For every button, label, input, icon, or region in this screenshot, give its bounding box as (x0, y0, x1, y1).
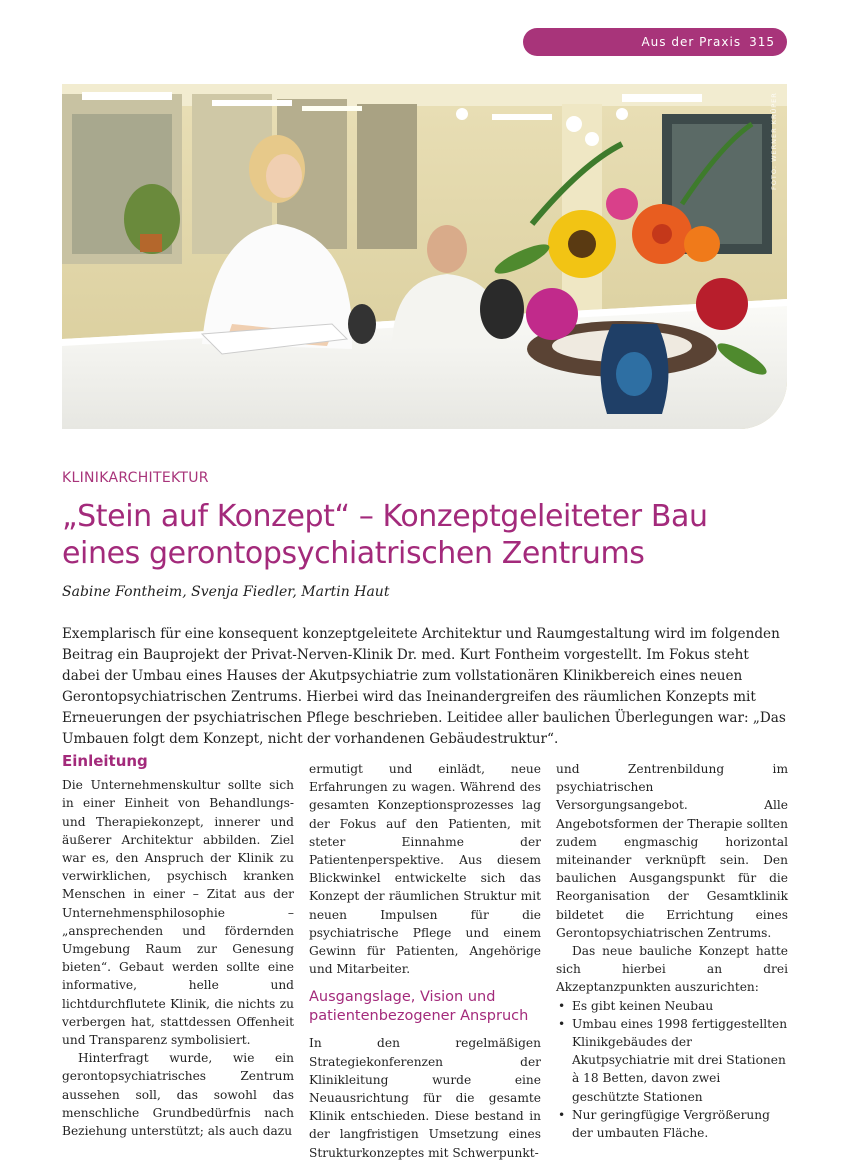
article-rubric: KLINIKARCHITEKTUR (62, 470, 209, 486)
article-title (62, 498, 792, 572)
bullet-list (556, 997, 788, 1143)
running-header (523, 28, 787, 56)
column-2 (309, 760, 541, 1162)
paragraph: ermutigt und einlädt, neue Erfahrungen zu wagen. Während des gesamten Konzeptionsprozesses lag der Fokus auf den Patienten, mit steter Einnahme der Patientenperspektive. Aus diesem Blickwinkel entwickelte sich das Konzept der räumlichen Struktur mit neuen Impulsen für die psychiatrische Pflege und einem Gewinn für Patienten, Angehörige und Mitarbeiter. (309, 762, 541, 977)
title-line-1: „Stein auf Konzept“ – Konzeptgeleiteter Bau (62, 499, 708, 534)
article-abstract: Exemplarisch für eine konsequent konzeptgeleitete Architektur und Raumgestaltung wird im folgenden Beitrag ein Bauprojekt der Privat-Nerven-Klinik Dr. med. Kurt Fontheim vorgestellt. Im Fokus steht dabei der Umbau eines Hauses der Akutpsychiatrie zum vollstationären Klinikbereich eines neuen Gerontopsychiatrischen Zentrums. Hierbei wird das Ineinandergreifen des räumlichen Konzepts mit Erneuerungen der psychiatrischen Pflege beschrieben. Leitidee aller baulichen Überlegungen war: „Das Umbauen folgt dem Konzept, nicht der vorhandenen Gebäudestruktur“. (62, 626, 786, 747)
page-number: 315 (749, 35, 775, 49)
column-3 (556, 760, 788, 1142)
photo-credit (764, 90, 784, 190)
paragraph: und Zentrenbildung im psychiatrischen Versorgungsangebot. Alle Angebotsformen der Therapie sollten zudem engmaschig horizontal miteinander verknüpft sein. Den baulichen Ausgangspunkt für die Reorganisation der Gesamtklinik bildetet die Errichtung eines Gerontopsychiatrischen Zentrums. (556, 762, 788, 940)
section-heading-einleitung: Einleitung (62, 752, 148, 770)
paragraph: Hinterfragt wurde, wie ein gerontopsychiatrisches Zentrum aussehen soll, das sowohl das menschliche Grundbedürfnis nach Beziehung unterstützt; als auch dazu (62, 1051, 294, 1139)
photo-credit-text: FOTO: WERNER KRÜPER (770, 92, 778, 190)
article-photo (62, 84, 787, 429)
paragraph: Das neue bauliche Konzept hatte sich hierbei an drei Akzeptanzpunkten auszurichten: (556, 944, 788, 995)
section-heading-ausgangslage: Ausgangslage, Vision und patientenbezogener Anspruch (309, 989, 529, 1025)
paragraph: Die Unternehmenskultur sollte sich in einer Einheit von Behandlungs- und Therapiekonzept, innerer und äußerer Architektur abbilden. Ziel war es, den Anspruch der Klinik zu verwirklichen, psychisch kranken Menschen in einer – Zitat aus der Unternehmensphilosophie – „ansprechenden und fördernden Umgebung Raum zur Genesung bieten“. Gebaut werden sollte eine informative, helle und lichtdurchflutete Klinik, die nichts zu verbergen hat, stattdessen Offenheit und Transparenz symbolisiert. (62, 778, 294, 1048)
list-item: • Nur geringfügige Vergrößerung der umbauten Fläche. (556, 1106, 788, 1142)
column-1 (62, 752, 294, 1140)
list-item: • Es gibt keinen Neubau (556, 997, 788, 1015)
paragraph: In den regelmäßigen Strategiekonferenzen der Klinikleitung wurde eine Neuausrichtung für die gesamte Klinik entschieden. Diese bestand in der langfristigen Umsetzung eines Strukturkonzeptes mit Schwerpunkt- (309, 1036, 541, 1160)
section-label: Aus der Praxis (641, 35, 742, 49)
title-line-2: eines gerontopsychiatrischen Zentrums (62, 536, 645, 571)
article-authors: Sabine Fontheim, Svenja Fiedler, Martin Haut (62, 584, 390, 600)
list-item: • Umbau eines 1998 fertiggestellten Klinikgebäudes der Akutpsychiatrie mit drei Stationen à 18 Betten, davon zwei geschützte Stationen (556, 1015, 788, 1106)
